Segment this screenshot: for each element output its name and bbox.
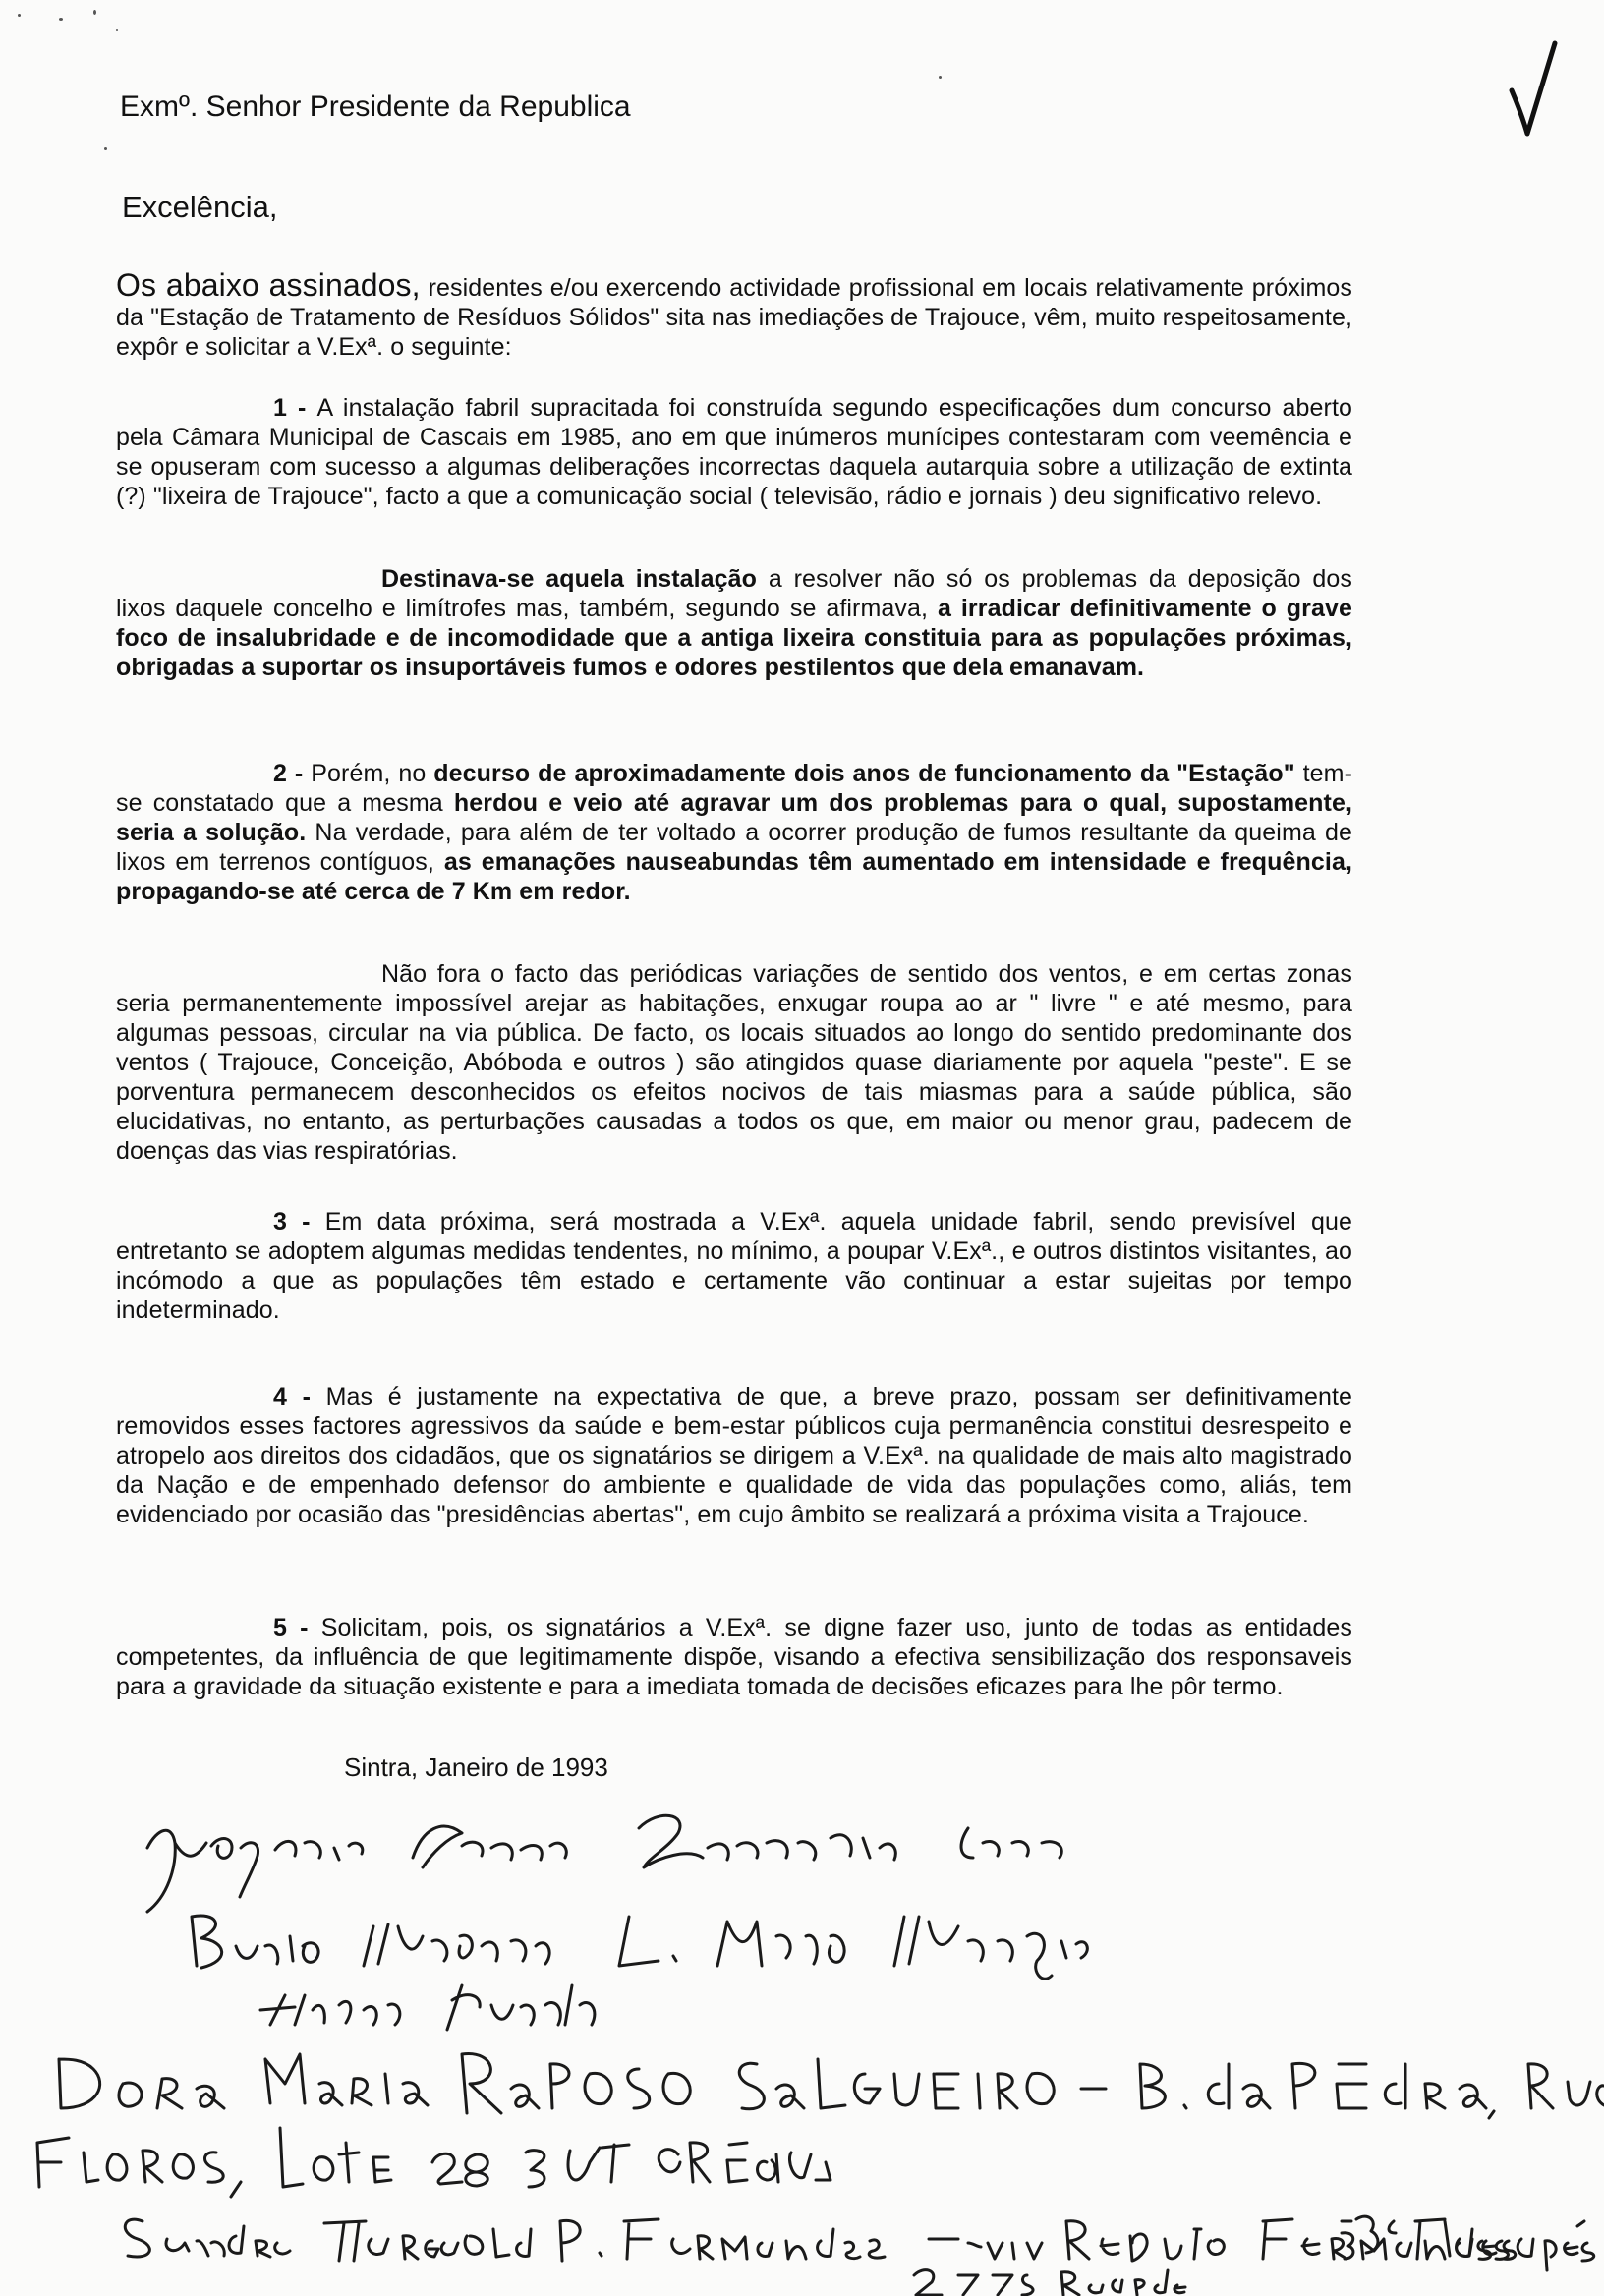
intro-paragraph (116, 267, 1353, 362)
paragraph-1-text: A instalação fabril supracitada foi construída segundo especificações dum concurso aberto pela Câmara Municipal de Cascais em 1985, ano em que inúmeros munícipes contestaram com veemência e se opuseram com sucesso a algumas deliberações incorrectas daquela autarquia sobre a utilização de extinta (?) "lixeira de Trajouce", facto a que a comunicação social ( televisão, rádio e jornais ) deu significativo relevo. (116, 394, 1352, 510)
intro-text: residentes e/ou exercendo actividade profissional em locais relativamente próximos da "Estação de Tratamento de Resíduos Sólidos" sita nas imediações de Trajouce, vêm, muito respeitosamente, expôr e solicitar a V.Exª. o seguinte: (116, 274, 1353, 361)
paragraph-5 (116, 1613, 1352, 1701)
paragraph-2-bold-1: decurso de aproximadamente dois anos de funcionamento da "Estação" (433, 760, 1295, 787)
paragraph-1-number: 1 - (273, 394, 317, 422)
paragraph-5-text: Solicitam, pois, os signatários a V.Exª. se digne fazer uso, junto de todas as entidades competentes, da influência de que legitimamente dispõe, visando a efectiva sensibilização dos responsaveis para a gravidade da situação existente e para a imediata tomada de decisões eficazes para lhe pôr termo. (116, 1614, 1352, 1700)
signature-4 (59, 2054, 1604, 2118)
paragraph-2-number: 2 - (273, 760, 312, 787)
paragraph-3 (116, 1207, 1352, 1325)
paragraph-4 (116, 1382, 1352, 1529)
paragraph-1b-text-1: a resolver não só os problemas da deposição dos lixos daquele concelho e limítrofes mas, também, segundo se afirmava, (116, 565, 1352, 622)
paragraph-1b-bold-1: Destinava-se aquela instalação (381, 565, 758, 593)
signature-1 (147, 1815, 1061, 1912)
signature-7 (914, 2270, 1185, 2295)
addressee-line: Exmº. Senhor Presidente da Republica (120, 90, 631, 123)
paragraph-3-number: 3 - (273, 1208, 325, 1235)
scan-speck (18, 14, 21, 17)
signatures-block (0, 1789, 1604, 2296)
scan-speck (59, 18, 63, 21)
paragraph-4-text: Mas é justamente na expectativa de que, a breve prazo, possam ser definitivamente removidos esses factores agressivos da saúde e bem-estar públicos cuja permanência constitui desrespeito e atropelo aos direitos dos cidadãos, que os signatários se dirigem a V.Exª. na qualidade de mais alto magistrado da Nação e de empenhado defensor do ambiente e qualidade de vida das populações como, aliás, tem evidenciado por ocasião das "presidências abertas", em cujo âmbito se realizará a próxima visita a Trajouce. (116, 1383, 1353, 1528)
paragraph-2-bold-3: as emanações nauseabundas têm aumentado em intensidade e frequência, propagando-se até cerca de 7 Km em redor. (116, 848, 1352, 905)
signature-3 (260, 1985, 595, 2030)
scan-speck (116, 29, 118, 31)
paragraph-2-text-3: Na verdade, para além de ter voltado a ocorrer produção de fumos resultante da queima de lixos em terrenos contíguos, (116, 819, 1352, 876)
paragraph-2 (116, 759, 1352, 906)
scan-speck (93, 10, 96, 15)
place-and-date: Sintra, Janeiro de 1993 (344, 1752, 608, 1782)
intro-lead: Os abaixo assinados, (116, 267, 421, 303)
signature-6b (1356, 2216, 1594, 2270)
paragraph-2-bold-2: herdou e veio até agravar um dos problemas para o qual, supostamente, seria a solução. (116, 789, 1352, 846)
signature-5 (37, 2128, 831, 2197)
paragraph-1b-bold-2: a irradicar definitivamente o grave foco de insalubridade e de incomodidade que a antiga lixeira constituia para as populações próximas, obrigadas a suportar os insuportáveis fumos e odores pestilentos que dela emanavam. (116, 595, 1353, 681)
scan-speck (939, 76, 942, 79)
paragraph-1b (116, 564, 1352, 682)
check-mark-icon (1508, 39, 1559, 138)
paragraph-2-text-2: tem-se constatado que a mesma (116, 760, 1353, 817)
signature-6 (125, 2219, 1515, 2261)
signature-2 (192, 1916, 1087, 1979)
salutation: Excelência, (122, 190, 278, 224)
paragraph-4-number: 4 - (273, 1383, 326, 1410)
scan-speck (104, 147, 107, 150)
paragraph-2b: Não fora o facto das periódicas variações de sentido dos ventos, e em certas zonas seria permanentemente impossível arejar as habitações, enxugar roupa ao ar " livre " e até mesmo, para algumas pessoas, circular na via pública. De facto, os locais situados ao longo do sentido predominante dos ventos ( Trajouce, Conceição, Abóboda e outros ) são atingidos quase diariamente por aquela "peste". E se porventura permanecem desconhecidos os efeitos nocivos de tais miasmas para a saúde pública, são elucidativas, no entanto, as perturbações causadas a todos os que, em maior ou menor grau, padecem de doenças das vias respiratórias. (116, 960, 1352, 1165)
paragraph-5-number: 5 - (273, 1614, 321, 1641)
paragraph-2-text-1: Porém, no (311, 760, 434, 787)
paragraph-1 (116, 393, 1352, 511)
paragraph-3-text: Em data próxima, será mostrada a V.Exª. aquela unidade fabril, sendo previsível que entretanto se adoptem algumas medidas tendentes, no mínimo, a poupar V.Exª., e outros distintos visitantes, ao incómodo a que as populações têm estado e certamente vão continuar a estar sujeitas por tempo indeterminado. (116, 1208, 1352, 1324)
